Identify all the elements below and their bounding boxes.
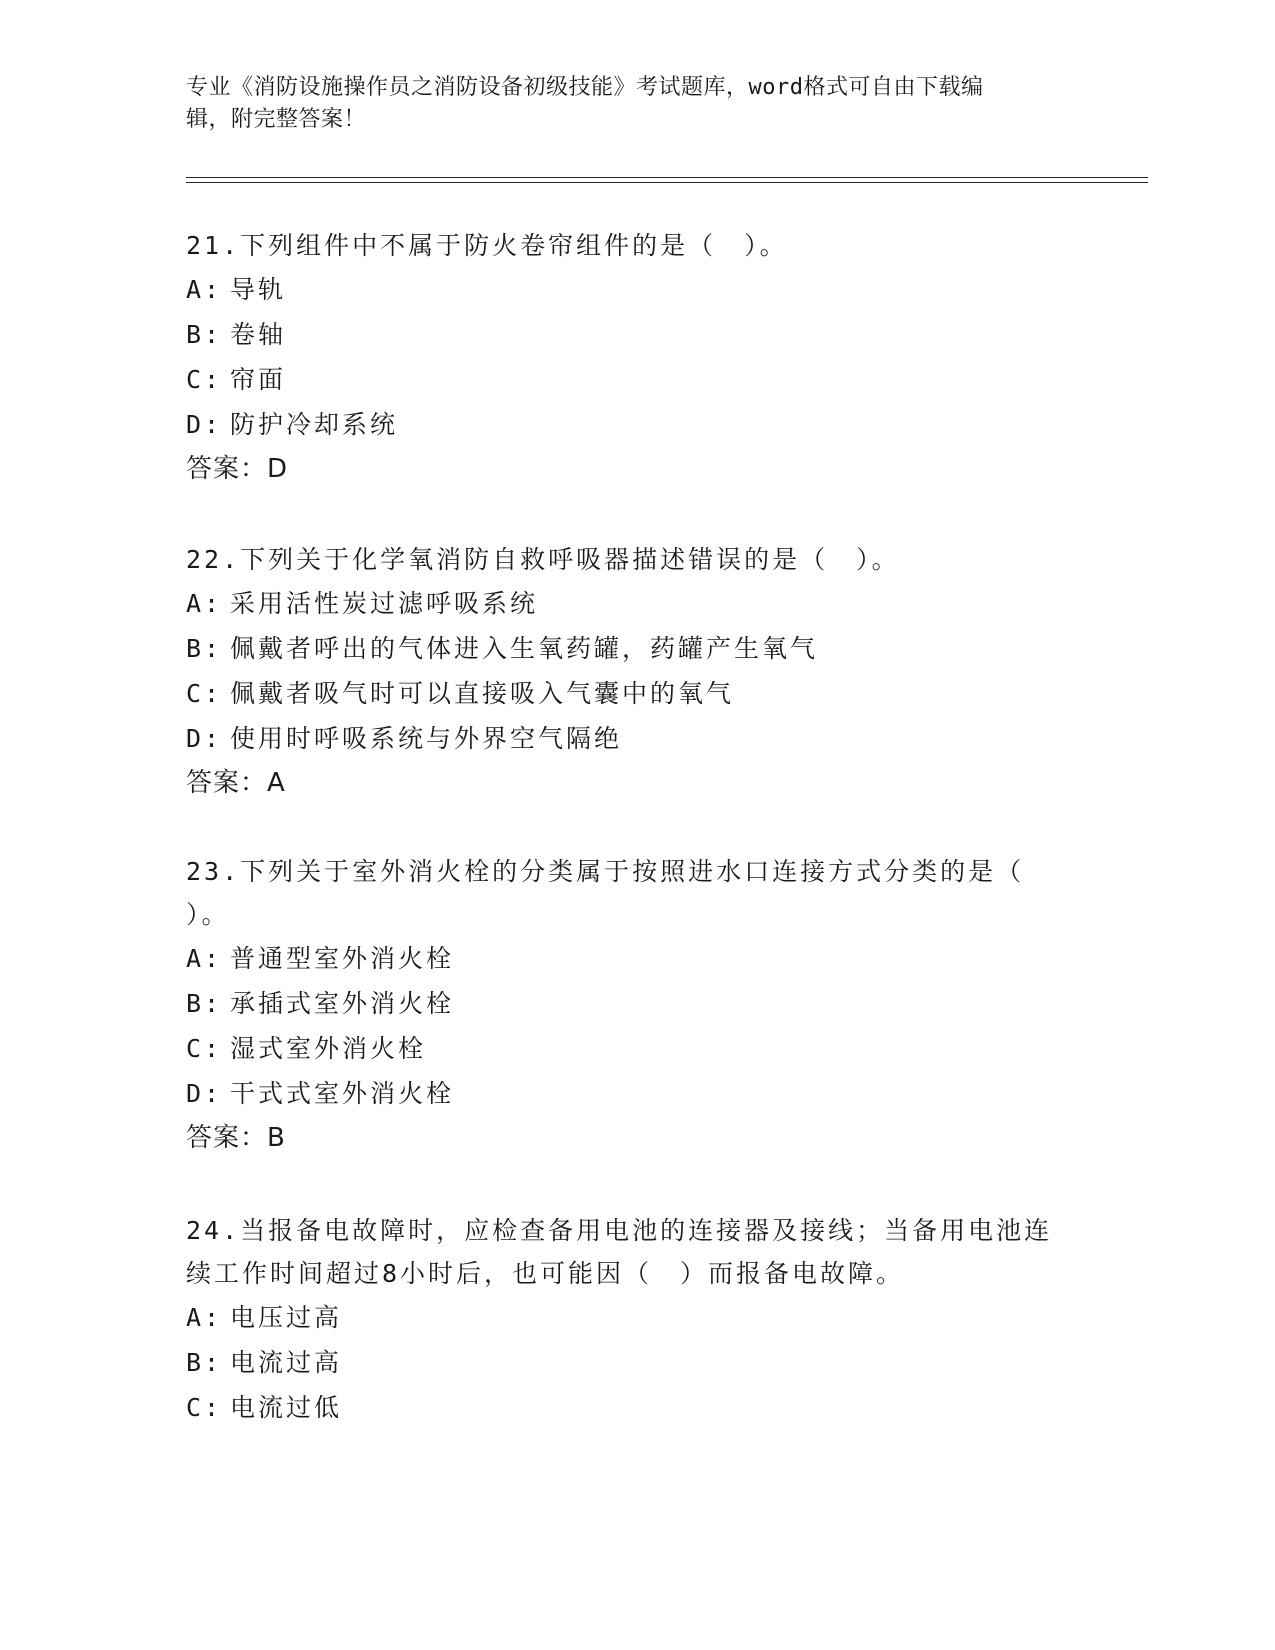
option-text: 电流过低: [230, 1393, 343, 1422]
option-c: [186, 357, 1086, 402]
option-text: 卷轴: [230, 320, 287, 349]
option-d: [186, 1071, 1086, 1116]
option-letter: A:: [186, 1303, 223, 1332]
option-letter: A:: [186, 275, 223, 304]
question-stem: 21.下列组件中不属于防火卷帘组件的是（ ）。: [186, 231, 788, 260]
option-text: 帘面: [230, 365, 287, 394]
option-d: [186, 402, 1086, 447]
option-d: [186, 716, 1086, 761]
option-c: [186, 671, 1086, 716]
document-header: [186, 72, 1066, 136]
option-text: 导轨: [230, 275, 287, 304]
option-letter: C:: [186, 679, 223, 708]
question-22: [186, 538, 1086, 806]
option-letter: B:: [186, 634, 223, 663]
option-text: 干式式室外消火栓: [230, 1079, 455, 1108]
option-letter: A:: [186, 944, 223, 973]
answer-text: 答案：A: [186, 768, 286, 798]
question-stem-continued: 续工作时间超过8小时后，也可能因（ ）而报备电故障。: [186, 1259, 905, 1288]
question-24: [186, 1209, 1086, 1430]
option-text: 采用活性炭过滤呼吸系统: [230, 589, 539, 618]
option-b: [186, 312, 1086, 357]
answer-text: 答案：D: [186, 454, 289, 484]
option-letter: D:: [186, 410, 223, 439]
option-b: [186, 1340, 1086, 1385]
question-23: [186, 850, 1086, 1161]
option-text: 湿式室外消火栓: [230, 1034, 427, 1063]
option-letter: C:: [186, 365, 223, 394]
option-letter: B:: [186, 320, 223, 349]
option-letter: A:: [186, 589, 223, 618]
option-text: 电流过高: [230, 1348, 343, 1377]
option-text: 佩戴者呼出的气体进入生氧药罐，药罐产生氧气: [230, 634, 819, 663]
question-stem: 24.当报备电故障时，应检查备用电池的连接器及接线；当备用电池连: [186, 1216, 1053, 1245]
option-letter: D:: [186, 1079, 223, 1108]
option-letter: B:: [186, 1348, 223, 1377]
question-stem-continued: ）。: [186, 900, 230, 929]
option-a: [186, 581, 1086, 626]
question-21: [186, 224, 1086, 492]
option-text: 防护冷却系统: [230, 410, 399, 439]
option-a: [186, 936, 1086, 981]
question-stem: 22.下列关于化学氧消防自救呼吸器描述错误的是（ ）。: [186, 545, 900, 574]
option-b: [186, 626, 1086, 671]
option-c: [186, 1026, 1086, 1071]
option-text: 使用时呼吸系统与外界空气隔绝: [230, 724, 623, 753]
option-a: [186, 267, 1086, 312]
option-text: 佩戴者吸气时可以直接吸入气囊中的氧气: [230, 679, 735, 708]
option-letter: D:: [186, 724, 223, 753]
question-stem: 23.下列关于室外消火栓的分类属于按照进水口连接方式分类的是（: [186, 857, 1025, 886]
option-c: [186, 1385, 1086, 1430]
header-line-2: 辑，附完整答案！: [186, 107, 367, 132]
option-letter: C:: [186, 1393, 223, 1422]
answer-text: 答案：B: [186, 1123, 286, 1153]
option-letter: B:: [186, 989, 223, 1018]
header-divider: [186, 177, 1148, 183]
option-text: 普通型室外消火栓: [230, 944, 455, 973]
option-a: [186, 1295, 1086, 1340]
option-letter: C:: [186, 1034, 223, 1063]
option-text: 承插式室外消火栓: [230, 989, 455, 1018]
option-b: [186, 981, 1086, 1026]
header-line-1: 专业《消防设施操作员之消防设备初级技能》考试题库，word格式可自由下载编: [186, 75, 984, 100]
option-text: 电压过高: [230, 1303, 343, 1332]
